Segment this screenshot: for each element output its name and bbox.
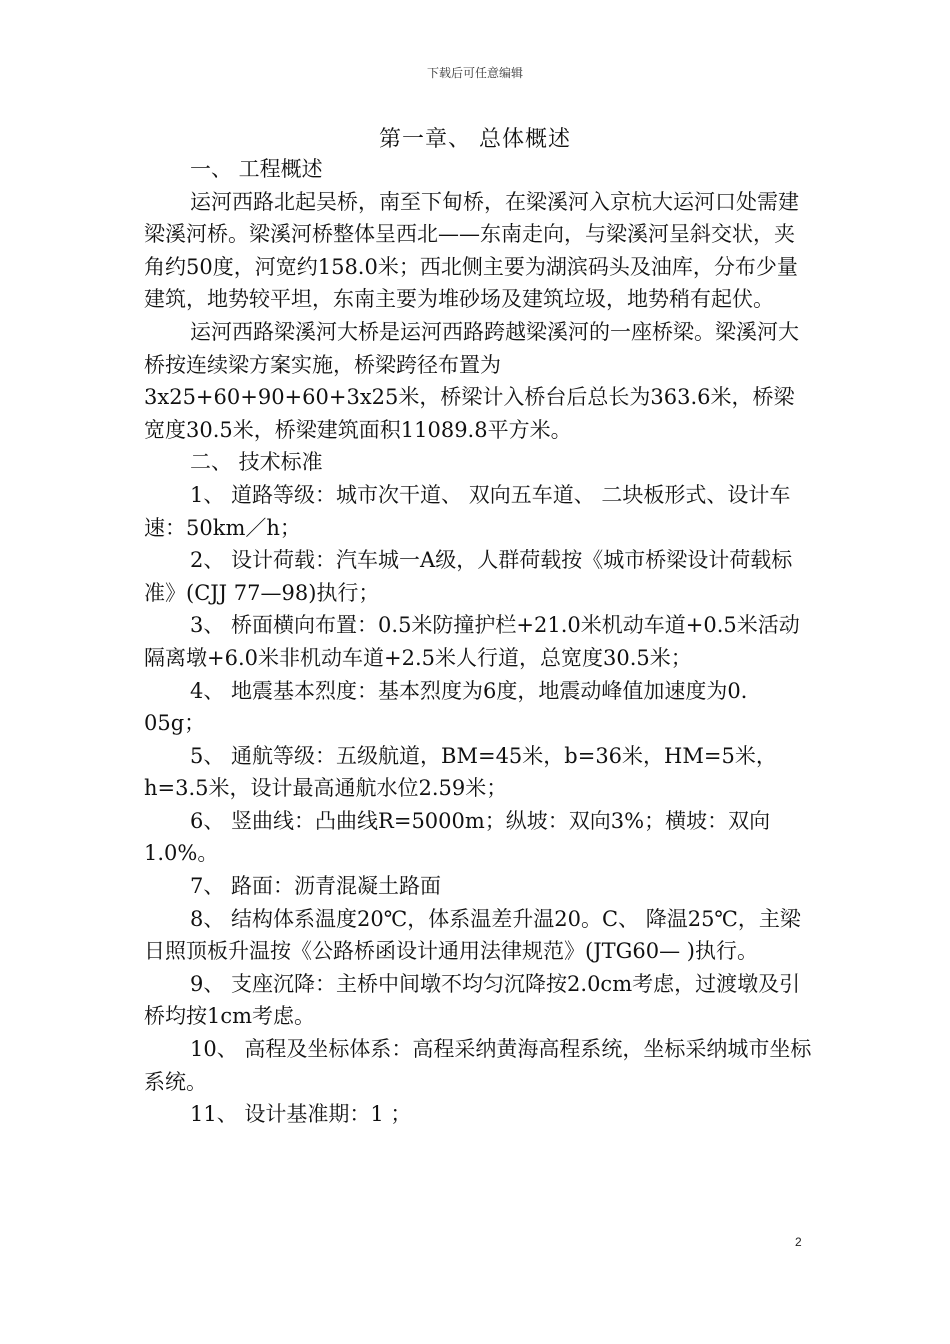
section-heading-technical-standards: 二、 技术标准 bbox=[190, 450, 323, 475]
standard-item-5: 5、 通航等级：五级航道，BM=45米，b=36米，HM=5米，h=3.5米，设计最高通航水位2.59米； bbox=[144, 743, 777, 801]
page-number: 2 bbox=[795, 1235, 802, 1249]
standard-item-1: 1、 道路等级：城市次干道、 双向五车道、 二块板形式、设计车速：50km／h； bbox=[144, 482, 791, 540]
standard-item-8: 8、 结构体系温度20℃，体系温差升温20。C、 降温25℃，主梁日照顶板升温按《公路桥函设计通用法律规范》(JTG60— )执行。 bbox=[144, 906, 801, 964]
paragraph-bridge-plan: 运河西路梁溪河大桥是运河西路跨越梁溪河的一座桥梁。梁溪河大桥按连续梁方案实施，桥梁跨径布置为 bbox=[144, 319, 799, 377]
standard-item-6: 6、 竖曲线：凸曲线R=5000m；纵坡：双向3%；横坡：双向1.0%。 bbox=[144, 808, 771, 866]
standard-item-4: 4、 地震基本烈度：基本烈度为6度，地震动峰值加速度为0．05g； bbox=[144, 678, 762, 736]
chapter-title: 第一章、 总体概述 bbox=[379, 127, 571, 152]
paragraph-route-description: 运河西路北起吴桥，南至下甸桥，在梁溪河入京杭大运河口处需建梁溪河桥。梁溪河桥整体呈西北——东南走向，与梁溪河呈斜交状，夹角约50度，河宽约158.0米；西北侧主要为湖滨码头及油库，分布少量建筑，地势较平坦，东南主要为堆砂场及建筑垃圾，地势稍有起伏。 bbox=[144, 189, 799, 312]
standard-item-2: 2、 设计荷载：汽车城一A级，人群荷载按《城市桥梁设计荷载标准》(CJJ 77—98)执行； bbox=[144, 548, 793, 605]
standard-item-7: 7、 路面：沥青混凝土路面 bbox=[190, 874, 442, 899]
standard-item-3: 3、 桥面横向布置：0.5米防撞护栏+21.0米机动车道+0.5米活动隔离墩+6.0米非机动车道+2.5米人行道，总宽度30.5米； bbox=[144, 613, 800, 670]
section-heading-project-overview: 一、 工程概述 bbox=[190, 157, 323, 181]
standard-item-9: 9、 支座沉降：主桥中间墩不均匀沉降按2.0cm考虑，过渡墩及引桥均按1cm考虑。 bbox=[144, 971, 801, 1029]
standard-item-11: 11、 设计基准期：1 ； bbox=[190, 1102, 412, 1127]
header-note: 下载后可任意编辑 bbox=[426, 66, 523, 80]
standard-item-10: 10、 高程及坐标体系：高程采纳黄海高程系统，坐标采纳城市坐标系统。 bbox=[144, 1037, 812, 1094]
paragraph-bridge-dimensions: 3x25+60+90+60+3x25米，桥梁计入桥台后总长为363.6米，桥梁宽度30.5米，桥梁建筑面积11089.8平方米。 bbox=[144, 385, 795, 442]
document-body bbox=[144, 153, 814, 1131]
